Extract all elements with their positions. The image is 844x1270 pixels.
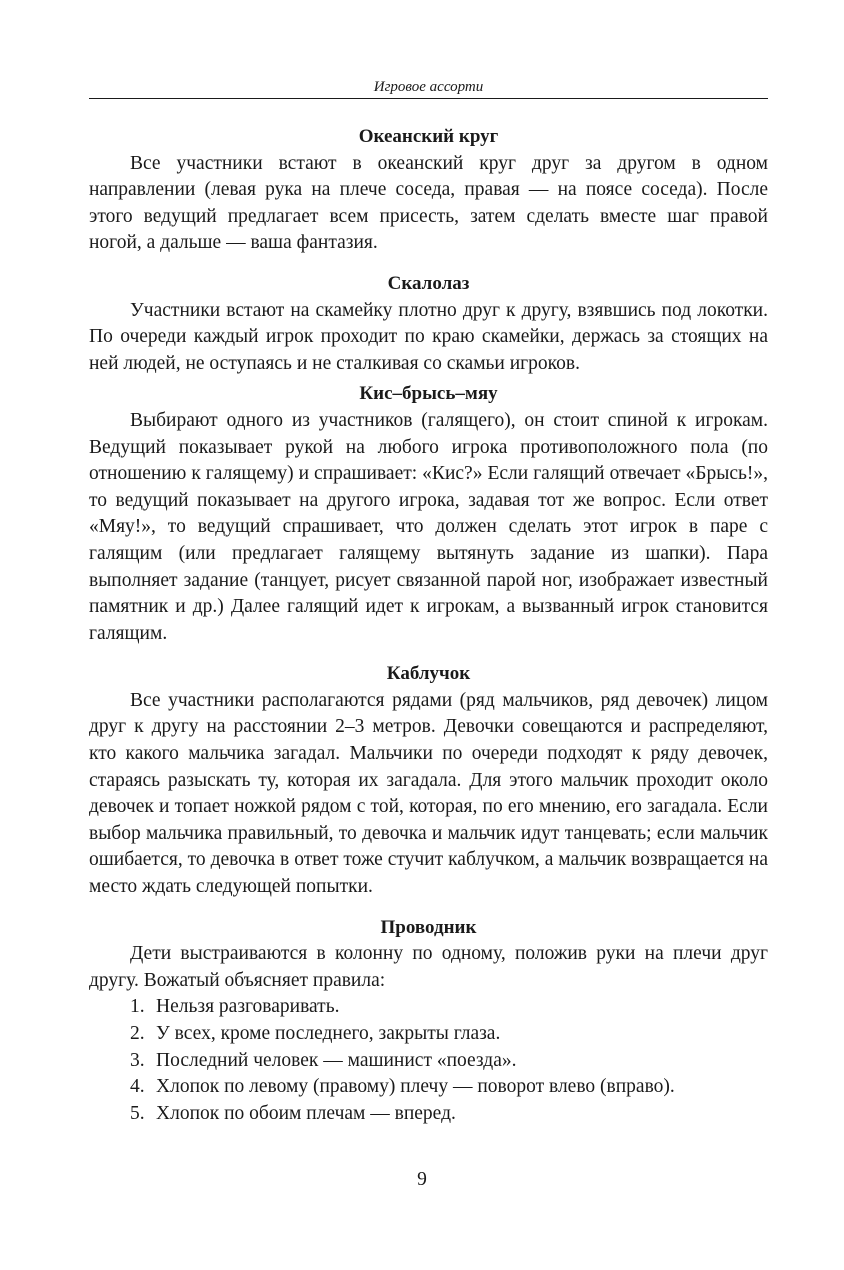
- section-title: Океанский круг: [358, 126, 499, 147]
- list-item-number: 4.: [130, 1076, 145, 1098]
- list-item-text: Нельзя разговаривать.: [156, 996, 340, 1018]
- section-title: Скалолаз: [387, 272, 470, 294]
- header-rule: [89, 98, 768, 99]
- section-kabluchok: [89, 661, 768, 900]
- section-title: Проводник: [380, 916, 477, 938]
- section-kis-brys-myau: [89, 381, 768, 647]
- section-paragraph: Дети выстраиваются в колонну по одному, положив руки на плечи друг другу. Вожатый объясняет правила:: [89, 943, 768, 991]
- section-title: Кис–брысь–мяу: [359, 383, 498, 405]
- section-paragraph: Все участники встают в океанский круг друг за другом в одном направлении (левая рука на плече соседа, правая — на поясе соседа). После этого ведущий предлагает всем присесть, затем сделать вместе шаг правой ногой, а дальше — ваша фантазия.: [89, 152, 768, 254]
- page-content: [89, 124, 768, 1127]
- rules-list: [89, 994, 768, 1127]
- section-okeanskiy-krug: [89, 124, 768, 257]
- list-item: [130, 1021, 768, 1048]
- section-skalolaz: [89, 271, 768, 377]
- list-item: [130, 994, 768, 1021]
- list-item-number: 2.: [130, 1023, 145, 1044]
- section-paragraph: Участники встают на скамейку плотно друг к другу, взявшись под локотки. По очереди каждый игрок проходит по краю скамейки, держась за стоящих на ней людей, не оступаясь и не сталкивая со скамьи игроков.: [89, 299, 768, 374]
- list-item-number: 1.: [130, 996, 145, 1018]
- section-paragraph: Выбирают одного из участников (галящего), он стоит спиной к игрокам. Ведущий показывает рукой на любого игрока противоположного пола (по отношению к галящему) и спрашивает: «Кис?» Если галящий отвечает «Брысь!», то ведущий показывает на другого игрока, задавая тот же вопрос. Если ответ «Мяу!», то ведущий спрашивает, что должен сделать этот игрок в паре с галящим (или предлагает галящему вытянуть задание из шапки). Пара выполняет задание (танцует, рисует связанной парой ног, изображает известный памятник и др.) Далее галящий идет к игрокам, а вызванный игрок становится галящим.: [89, 409, 768, 644]
- page-number: 9: [417, 1169, 427, 1190]
- list-item-text: Хлопок по обоим плечам — вперед.: [156, 1102, 456, 1124]
- section-provodnik: [89, 915, 768, 1128]
- list-item-text: Последний человек — машинист «поезда».: [156, 1049, 517, 1071]
- list-item-text: Хлопок по левому (правому) плечу — поворот влево (вправо).: [156, 1076, 675, 1098]
- list-item-text: У всех, кроме последнего, закрыты глаза.: [156, 1023, 501, 1044]
- list-item-number: 5.: [130, 1102, 145, 1124]
- list-item: [130, 1101, 768, 1128]
- section-title: Каблучок: [386, 663, 471, 685]
- list-item: [130, 1074, 768, 1101]
- list-item: [130, 1048, 768, 1075]
- section-paragraph: Все участники располагаются рядами (ряд мальчиков, ряд девочек) лицом друг к другу на расстоянии 2–3 метров. Девочки совещаются и распределяют, кто какого мальчика загадал. Мальчики по очереди подходят к ряду девочек, стараясь разыскать ту, которая их загадала. Для этого мальчик проходит около девочек и топает ножкой рядом с той, которая, по его мнению, его загадала. Если выбор мальчика правильный, то девочка и мальчик идут танцевать; если мальчик ошибается, то девочка в ответ тоже стучит каблучком, а мальчик возвращается на место ждать следующей попытки.: [89, 689, 768, 898]
- running-head: Игровое ассорти: [373, 79, 484, 95]
- list-item-number: 3.: [130, 1049, 145, 1071]
